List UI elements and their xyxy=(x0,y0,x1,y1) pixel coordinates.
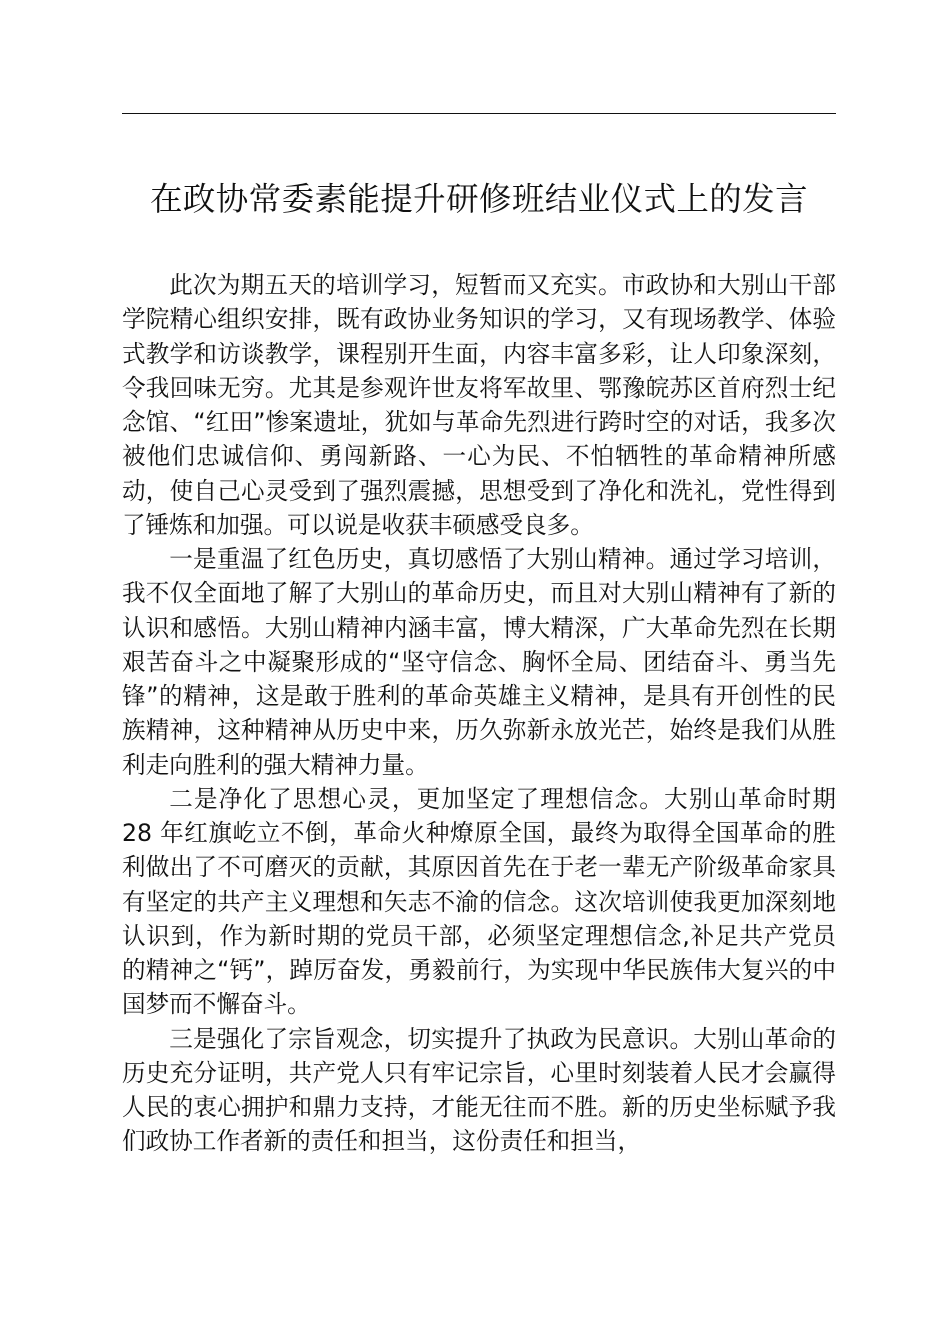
document-title: 在政协常委素能提升研修班结业仪式上的发言 xyxy=(149,180,808,218)
header-rule xyxy=(122,113,836,114)
paragraph-point-two: 二是净化了思想心灵，更加坚定了理想信念。大别山革命时期 28 年红旗屹立不倒，革命火种燎原全国，最终为取得全国革命的胜利做出了不可磨灭的贡献，其原因首先在于老一辈无产阶级革命家具有坚定的共产主义理想和矢志不渝的信念。这次培训使我更加深刻地认识到，作为新时期的党员干部，必须坚定理想信念,补足共产党员的精神之“钙”，踔厉奋发，勇毅前行，为实现中华民族伟大复兴的中国梦而不懈奋斗。 xyxy=(122,784,836,1019)
document-body xyxy=(122,268,836,1159)
paragraph-point-one: 一是重温了红色历史，真切感悟了大别山精神。通过学习培训，我不仅全面地了解了大别山的革命历史，而且对大别山精神有了新的认识和感悟。大别山精神内涵丰富，博大精深，广大革命先烈在长期艰苦奋斗之中凝聚形成的“坚守信念、胸怀全局、团结奋斗、勇当先锋”的精神，这是敢于胜利的革命英雄主义精神，是具有开创性的民族精神，这种精神从历史中来，历久弥新永放光芒，始终是我们从胜利走向胜利的强大精神力量。 xyxy=(122,545,836,779)
paragraph-intro: 此次为期五天的培训学习，短暂而又充实。市政协和大别山干部学院精心组织安排，既有政协业务知识的学习，又有现场教学、体验式教学和访谈教学，课程别开生面，内容丰富多彩，让人印象深刻，令我回味无穷。尤其是参观许世友将军故里、鄂豫皖苏区首府烈士纪念馆、“红田”惨案遗址，犹如与革命先烈进行跨时空的对话，我多次被他们忠诚信仰、勇闯新路、一心为民、不怕牺牲的革命精神所感动，使自己心灵受到了强烈震撼，思想受到了净化和洗礼，党性得到了锤炼和加强。可以说是收获丰硕感受良多。 xyxy=(122,271,836,539)
paragraph-point-three: 三是强化了宗旨观念，切实提升了执政为民意识。大别山革命的历史充分证明，共产党人只有牢记宗旨，心里时刻装着人民才会赢得人民的衷心拥护和鼎力支持，才能无往而不胜。新的历史坐标赋予我们政协工作者新的责任和担当，这份责任和担当， xyxy=(122,1024,836,1156)
